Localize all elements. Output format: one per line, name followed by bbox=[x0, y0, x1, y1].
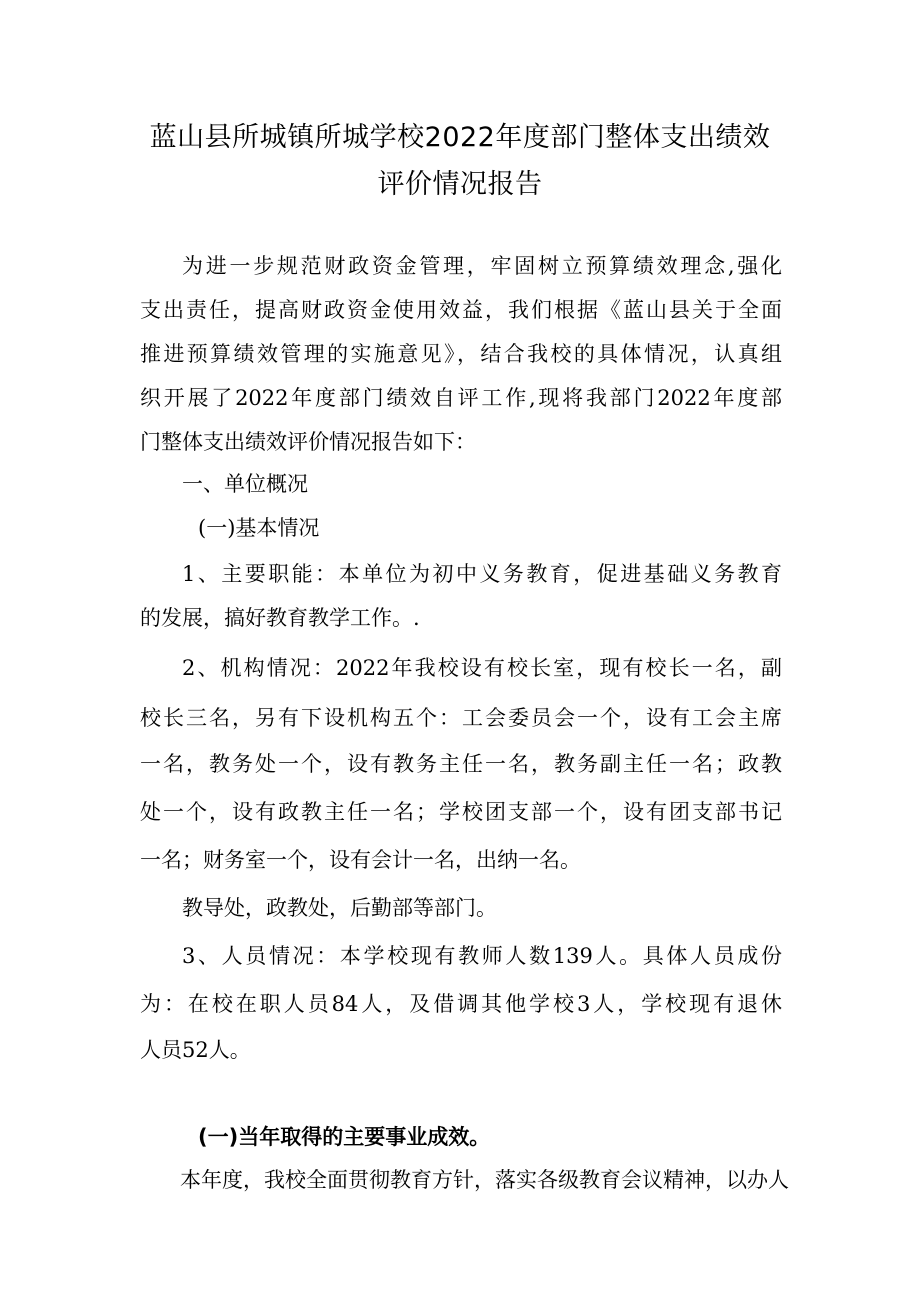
intro-line: 织开展了2022年度部门绩效自评工作,现将我部门2022年度部 bbox=[140, 386, 782, 410]
item2-line: 一名；财务室一个，设有会计一名，出纳一名。 bbox=[140, 848, 581, 872]
item2-line: 校长三名，另有下设机构五个：工会委员会一个，设有工会主席 bbox=[140, 706, 782, 730]
intro-line: 支出责任，提高财政资金使用效益，我们根据《蓝山县关于全面 bbox=[140, 298, 782, 322]
document-title-line2: 评价情况报告 bbox=[377, 169, 543, 200]
item2-line: 一名，教务处一个，设有教务主任一名，教务副主任一名；政教 bbox=[140, 752, 782, 776]
item3-line: 3、人员情况：本学校现有教师人数139人。具体人员成份 bbox=[182, 944, 782, 968]
intro-line: 为进一步规范财政资金管理，牢固树立预算绩效理念,强化 bbox=[182, 254, 782, 278]
intro-line: 推进预算绩效管理的实施意见》，结合我校的具体情况，认真组 bbox=[140, 342, 782, 366]
item3-line: 为：在校在职人员84人，及借调其他学校3人，学校现有退休 bbox=[140, 992, 782, 1016]
subsection-heading: (一)基本情况 bbox=[198, 516, 320, 540]
document-title-line1: 蓝山县所城镇所城学校2022年度部门整体支出绩效 bbox=[149, 122, 771, 153]
item1-line: 的发展，搞好教育教学工作。. bbox=[140, 606, 420, 630]
item2-line: 处一个，设有政教主任一名；学校团支部一个，设有团支部书记 bbox=[140, 800, 782, 824]
item2-line: 2、机构情况：2022年我校设有校长室，现有校长一名，副 bbox=[182, 656, 782, 680]
intro-line: 门整体支出绩效评价情况报告如下： bbox=[140, 430, 476, 454]
item1-line: 1、主要职能：本单位为初中义务教育，促进基础义务教育 bbox=[182, 562, 782, 586]
section-heading: 一、单位概况 bbox=[182, 472, 308, 496]
achievements-heading: (一)当年取得的主要事业成效。 bbox=[198, 1125, 491, 1149]
item3-line: 人员52人。 bbox=[140, 1038, 251, 1062]
achievements-text-line: 本年度，我校全面贯彻教育方针，落实各级教育会议精神，以办人 bbox=[180, 1168, 789, 1192]
item2-extra-line: 教导处，政教处，后勤部等部门。 bbox=[182, 896, 497, 920]
